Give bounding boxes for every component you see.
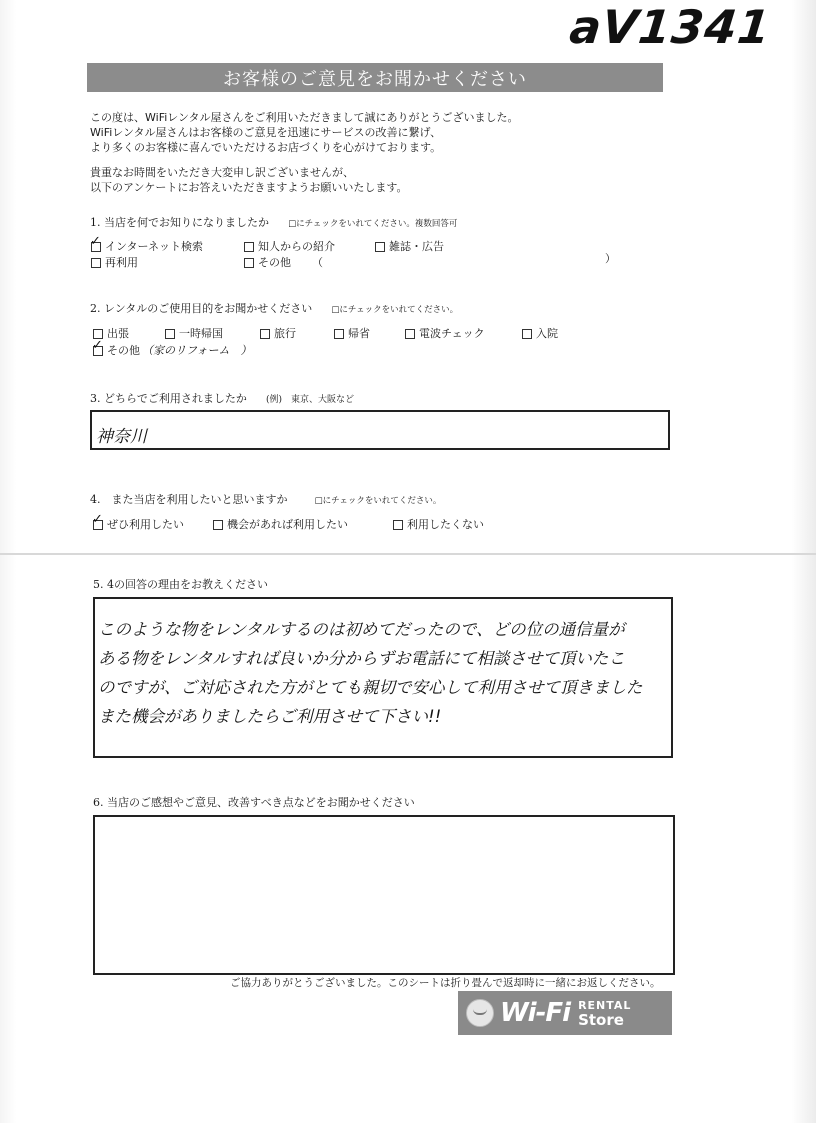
q6-header xyxy=(93,791,415,810)
checkbox[interactable] xyxy=(165,329,175,339)
checkbox[interactable] xyxy=(375,242,385,252)
q3-answer-box[interactable] xyxy=(90,410,670,450)
q4-header xyxy=(90,488,441,507)
checkbox[interactable] xyxy=(244,242,254,252)
q2-header xyxy=(90,297,458,316)
q2-option-return-home[interactable] xyxy=(165,325,223,341)
option-label: ぜひ利用したい xyxy=(107,518,184,531)
q3-label: 3. どちらでご利用されましたか xyxy=(90,392,247,405)
router-mascot-icon xyxy=(466,999,494,1027)
document-id: aV1341 xyxy=(567,0,774,54)
store-logo xyxy=(458,991,672,1035)
q2-label: 2. レンタルのご使用目的をお聞かせください xyxy=(90,302,313,315)
q1-option-magazine[interactable] xyxy=(375,238,444,254)
q4-option-if-chance[interactable] xyxy=(213,516,348,532)
checkbox[interactable] xyxy=(393,520,403,530)
option-label: 機会があれば利用したい xyxy=(227,518,348,531)
q5-answer-line: このような物をレンタルするのは初めてだったので、どの位の通信量が xyxy=(98,620,625,639)
option-label: 知人からの紹介 xyxy=(258,240,335,253)
q5-answer-line: のですが、ご対応された方がとても親切で安心して利用させて頂きました xyxy=(98,678,643,697)
option-label: その他 xyxy=(258,256,291,269)
checkbox[interactable] xyxy=(260,329,270,339)
q5-answer xyxy=(98,615,674,731)
intro-line: この度は、WiFiレンタル屋さんをご利用いただきまして誠にありがとうございました。 xyxy=(90,111,519,124)
checkbox[interactable] xyxy=(213,520,223,530)
checkbox[interactable] xyxy=(90,234,101,252)
q1-option-referral[interactable] xyxy=(244,238,335,254)
q3-header xyxy=(90,387,354,406)
q2-option-homecoming[interactable] xyxy=(334,325,370,341)
intro-line: 貴重なお時間をいただき大変申し訳ございませんが、 xyxy=(90,166,354,179)
option-label: 再利用 xyxy=(105,256,138,269)
option-label: 利用したくない xyxy=(407,518,484,531)
q3-example: (例) 東京、大阪など xyxy=(265,395,355,405)
option-label: インターネット検索 xyxy=(105,240,204,253)
q4-note: □にチェックをいれてください。 xyxy=(314,496,442,506)
check-mark-icon: ✓ xyxy=(92,338,103,353)
option-label: その他 xyxy=(107,344,140,357)
fold-line xyxy=(0,553,816,555)
q1-header xyxy=(90,211,457,230)
q2-note: □にチェックをいれてください。 xyxy=(331,305,459,315)
logo-rental-text: RENTAL xyxy=(578,999,632,1012)
intro-line: より多くのお客様に喜んでいただけるお店づくりを心がけております。 xyxy=(90,141,442,154)
q1-other-close-paren: ） xyxy=(605,252,616,265)
option-label: 出張 xyxy=(107,327,129,340)
q1-option-reuse[interactable] xyxy=(91,254,138,270)
q5-answer-line: また機会がありましたらご利用させて下さい!! xyxy=(98,707,442,726)
q3-answer: 神奈川 xyxy=(96,427,147,447)
intro-line: WiFiレンタル屋さんはお客様のご意見を迅速にサービスの改善に繋げ、 xyxy=(90,126,442,139)
checkbox[interactable] xyxy=(405,329,415,339)
logo-wifi-text: Wi-Fi xyxy=(500,998,571,1028)
option-label: 帰省 xyxy=(348,327,370,340)
logo-subtitle xyxy=(578,999,631,1027)
option-label: 一時帰国 xyxy=(179,327,223,340)
q5-header xyxy=(93,573,268,592)
survey-title: お客様のご意見をお聞かせください xyxy=(87,63,663,92)
q5-label: 5. 4の回答の理由をお教えください xyxy=(93,578,268,591)
checkbox[interactable] xyxy=(91,258,101,268)
intro-text xyxy=(90,110,519,195)
q4-option-no[interactable] xyxy=(393,516,484,532)
checkbox[interactable] xyxy=(92,512,103,530)
q4-option-definitely[interactable] xyxy=(92,512,184,532)
checkbox[interactable] xyxy=(334,329,344,339)
check-mark-icon: ✓ xyxy=(90,234,101,249)
q1-label: 1. 当店を何でお知りになりましたか xyxy=(90,216,269,229)
q2-option-signal-check[interactable] xyxy=(405,325,485,341)
q2-other-value: （家のリフォーム ） xyxy=(142,344,252,357)
checkbox[interactable] xyxy=(92,338,103,356)
q5-answer-line: ある物をレンタルすれば良いか分からずお電話にて相談させて頂いたこ xyxy=(98,649,625,668)
option-label: 雑誌・広告 xyxy=(389,240,444,253)
checkbox[interactable] xyxy=(522,329,532,339)
logo-store-text: Store xyxy=(578,1011,624,1029)
q4-label: 4. また当店を利用したいと思いますか xyxy=(90,493,288,506)
thanks-note: ご協力ありがとうございました。このシートは折り畳んで返却時に一緒にお返しください。 xyxy=(230,977,661,989)
option-label: 電波チェック xyxy=(419,327,485,340)
option-label: 入院 xyxy=(536,327,558,340)
option-label: 旅行 xyxy=(274,327,296,340)
q1-option-internet[interactable] xyxy=(90,234,204,254)
check-mark-icon: ✓ xyxy=(92,512,103,527)
q2-option-travel[interactable] xyxy=(260,325,296,341)
q6-label: 6. 当店のご感想やご意見、改善すべき点などをお聞かせください xyxy=(93,796,415,809)
intro-line: 以下のアンケートにお答えいただきますようお願いいたします。 xyxy=(90,181,408,194)
q1-option-other[interactable] xyxy=(244,254,291,270)
q2-option-hospital[interactable] xyxy=(522,325,558,341)
q2-option-other[interactable] xyxy=(92,338,252,358)
q6-answer-box[interactable] xyxy=(93,815,675,975)
checkbox[interactable] xyxy=(244,258,254,268)
q1-other-open-paren: （ xyxy=(312,256,323,269)
q1-note: □にチェックをいれてください。複数回答可 xyxy=(288,219,458,229)
